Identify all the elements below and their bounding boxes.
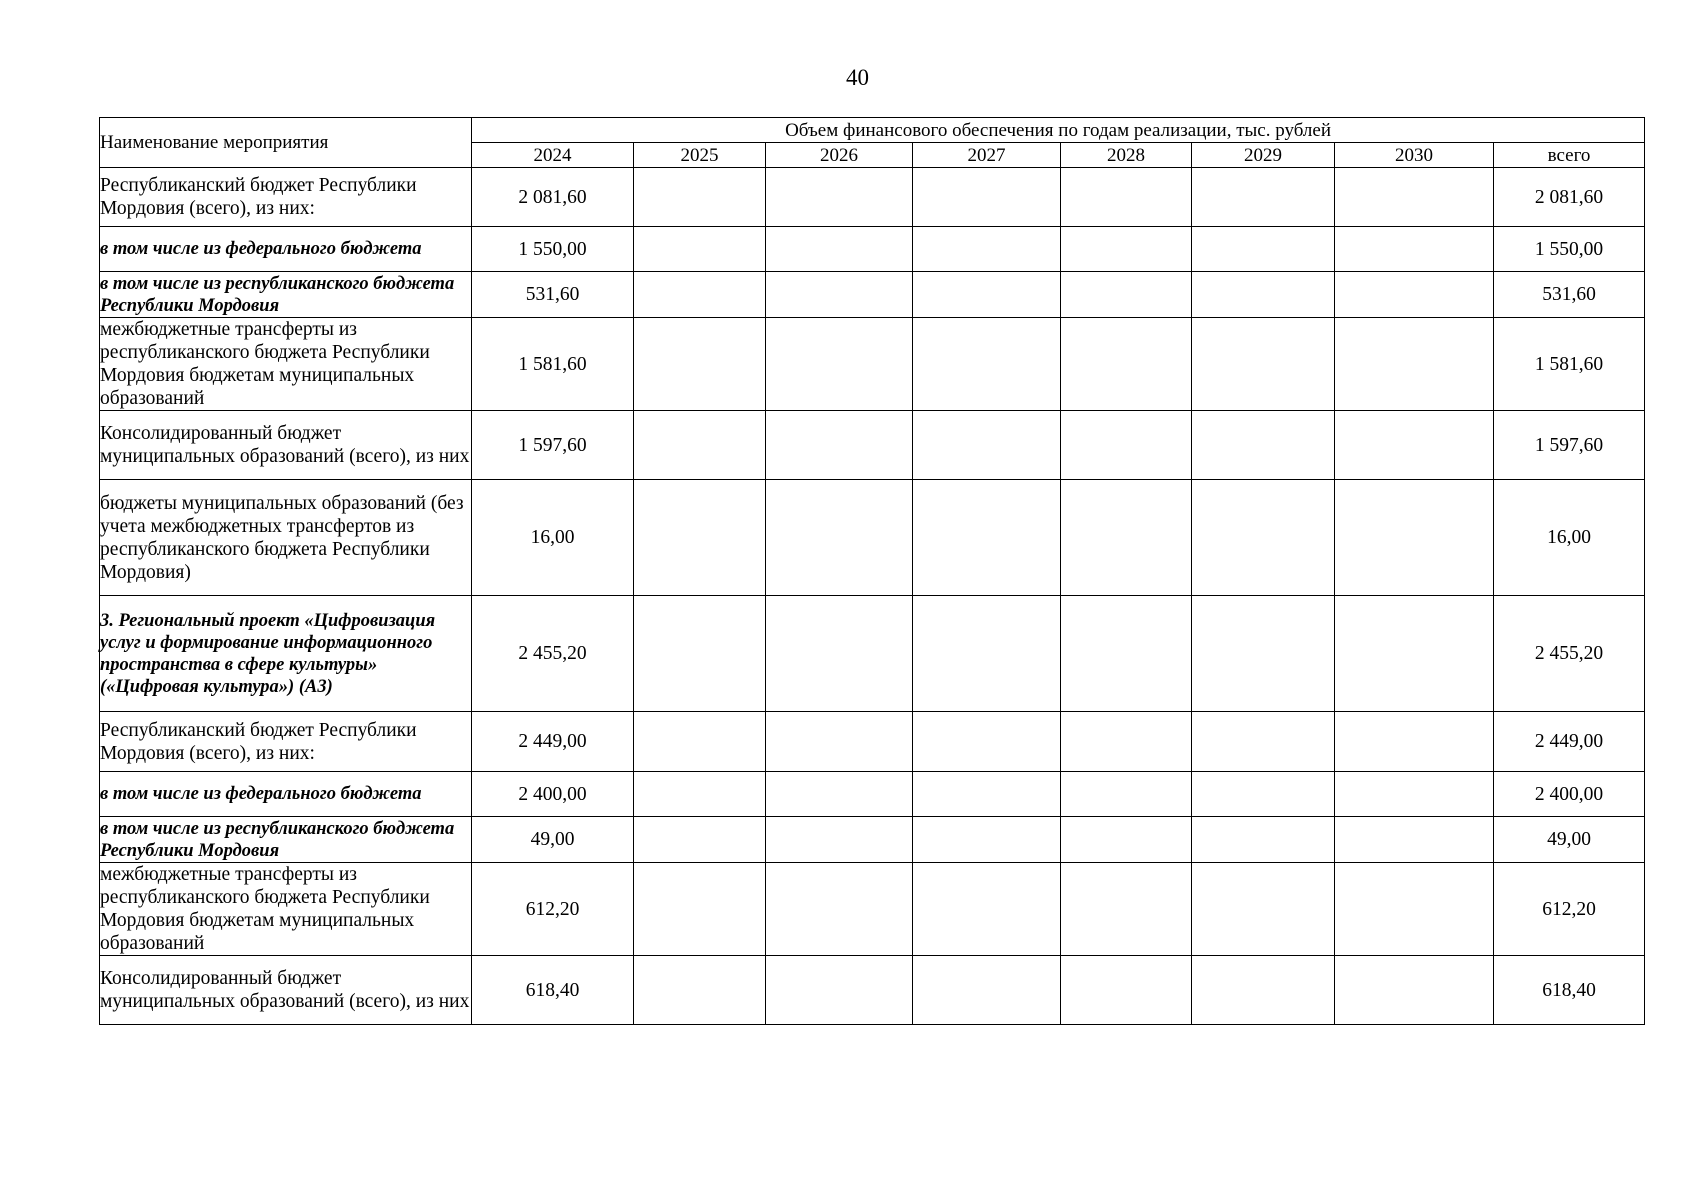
value-cell-2026: [766, 272, 913, 318]
value-cell-2030: [1335, 772, 1494, 817]
year-header-2030: 2030: [1335, 143, 1494, 168]
value-cell-2029: [1192, 227, 1335, 272]
value-cell-2026: [766, 480, 913, 596]
year-header-2024: 2024: [472, 143, 634, 168]
row-name: в том числе из федерального бюджета: [100, 227, 472, 272]
year-header-2029: 2029: [1192, 143, 1335, 168]
value-cell-2028: [1061, 272, 1192, 318]
value-cell-2029: [1192, 956, 1335, 1025]
value-cell-2026: [766, 596, 913, 712]
value-cell-2025: [634, 956, 766, 1025]
value-cell-2027: [913, 272, 1061, 318]
value-cell-2030: [1335, 480, 1494, 596]
value-cell-2030: [1335, 817, 1494, 863]
value-cell-2024: 1 550,00: [472, 227, 634, 272]
total-cell: 618,40: [1494, 956, 1645, 1025]
value-cell-2028: [1061, 168, 1192, 227]
value-cell-2026: [766, 956, 913, 1025]
value-cell-2027: [913, 168, 1061, 227]
value-cell-2024: 2 400,00: [472, 772, 634, 817]
value-cell-2029: [1192, 411, 1335, 480]
value-cell-2030: [1335, 272, 1494, 318]
value-cell-2028: [1061, 480, 1192, 596]
value-cell-2024: 1 597,60: [472, 411, 634, 480]
value-cell-2024: 2 449,00: [472, 712, 634, 772]
value-cell-2024: 612,20: [472, 863, 634, 956]
value-cell-2030: [1335, 596, 1494, 712]
table-row: [100, 956, 1645, 1025]
value-cell-2028: [1061, 411, 1192, 480]
row-name: бюджеты муниципальных образований (без учета межбюджетных трансфертов из республиканского бюджета Республики Мордовия): [100, 480, 472, 596]
value-cell-2026: [766, 411, 913, 480]
value-cell-2028: [1061, 772, 1192, 817]
table-row: [100, 817, 1645, 863]
value-cell-2029: [1192, 772, 1335, 817]
table-row: [100, 411, 1645, 480]
table-row: [100, 596, 1645, 712]
value-cell-2029: [1192, 712, 1335, 772]
total-cell: 1 581,60: [1494, 318, 1645, 411]
table-row: [100, 772, 1645, 817]
activity-name-header: Наименование мероприятия: [100, 118, 472, 168]
row-name: межбюджетные трансферты из республиканского бюджета Республики Мордовия бюджетам муниципальных образований: [100, 318, 472, 411]
value-cell-2025: [634, 272, 766, 318]
value-cell-2027: [913, 817, 1061, 863]
total-cell: 49,00: [1494, 817, 1645, 863]
value-cell-2024: 1 581,60: [472, 318, 634, 411]
value-cell-2024: 531,60: [472, 272, 634, 318]
value-cell-2030: [1335, 318, 1494, 411]
value-cell-2030: [1335, 956, 1494, 1025]
total-cell: 2 455,20: [1494, 596, 1645, 712]
value-cell-2025: [634, 411, 766, 480]
value-cell-2027: [913, 318, 1061, 411]
year-header-2028: 2028: [1061, 143, 1192, 168]
value-cell-2028: [1061, 318, 1192, 411]
total-header: всего: [1494, 143, 1645, 168]
table-row: [100, 272, 1645, 318]
value-cell-2030: [1335, 863, 1494, 956]
value-cell-2029: [1192, 817, 1335, 863]
value-cell-2029: [1192, 480, 1335, 596]
value-cell-2028: [1061, 712, 1192, 772]
value-cell-2030: [1335, 712, 1494, 772]
row-name: Консолидированный бюджет муниципальных образований (всего), из них: [100, 956, 472, 1025]
value-cell-2025: [634, 863, 766, 956]
funding-table: [99, 117, 1645, 1025]
value-cell-2024: 16,00: [472, 480, 634, 596]
row-name: в том числе из федерального бюджета: [100, 772, 472, 817]
value-cell-2027: [913, 863, 1061, 956]
value-cell-2025: [634, 712, 766, 772]
value-cell-2027: [913, 480, 1061, 596]
value-cell-2030: [1335, 411, 1494, 480]
value-cell-2029: [1192, 272, 1335, 318]
value-cell-2028: [1061, 596, 1192, 712]
value-cell-2026: [766, 318, 913, 411]
value-cell-2029: [1192, 168, 1335, 227]
table-row: [100, 168, 1645, 227]
row-name: межбюджетные трансферты из республиканского бюджета Республики Мордовия бюджетам муниципальных образований: [100, 863, 472, 956]
row-name: в том числе из республиканского бюджета Республики Мордовия: [100, 817, 472, 863]
value-cell-2027: [913, 596, 1061, 712]
value-cell-2027: [913, 227, 1061, 272]
value-cell-2028: [1061, 956, 1192, 1025]
value-cell-2029: [1192, 596, 1335, 712]
value-cell-2026: [766, 227, 913, 272]
value-cell-2030: [1335, 227, 1494, 272]
total-cell: 1 550,00: [1494, 227, 1645, 272]
value-cell-2030: [1335, 168, 1494, 227]
value-cell-2025: [634, 227, 766, 272]
table-row: [100, 712, 1645, 772]
row-name: Республиканский бюджет Республики Мордовия (всего), из них:: [100, 168, 472, 227]
value-cell-2026: [766, 712, 913, 772]
year-header-2027: 2027: [913, 143, 1061, 168]
value-cell-2025: [634, 772, 766, 817]
year-header-2026: 2026: [766, 143, 913, 168]
table-body: [100, 168, 1645, 1025]
value-cell-2029: [1192, 863, 1335, 956]
value-cell-2025: [634, 318, 766, 411]
value-cell-2024: 618,40: [472, 956, 634, 1025]
value-cell-2025: [634, 817, 766, 863]
value-cell-2026: [766, 168, 913, 227]
value-cell-2025: [634, 596, 766, 712]
total-cell: 2 081,60: [1494, 168, 1645, 227]
value-cell-2027: [913, 956, 1061, 1025]
total-cell: 612,20: [1494, 863, 1645, 956]
row-name: в том числе из республиканского бюджета Республики Мордовия: [100, 272, 472, 318]
value-cell-2026: [766, 772, 913, 817]
row-name: 3. Региональный проект «Цифровизация услуг и формирование информационного пространства в сфере культуры» («Цифровая культура») (А3): [100, 596, 472, 712]
value-cell-2026: [766, 863, 913, 956]
funding-volume-header: Объем финансового обеспечения по годам реализации, тыс. рублей: [472, 118, 1645, 143]
row-name: Консолидированный бюджет муниципальных образований (всего), из них: [100, 411, 472, 480]
value-cell-2028: [1061, 227, 1192, 272]
value-cell-2026: [766, 817, 913, 863]
year-header-2025: 2025: [634, 143, 766, 168]
value-cell-2027: [913, 712, 1061, 772]
total-cell: 2 400,00: [1494, 772, 1645, 817]
value-cell-2027: [913, 772, 1061, 817]
table-row: [100, 480, 1645, 596]
value-cell-2028: [1061, 817, 1192, 863]
value-cell-2025: [634, 480, 766, 596]
value-cell-2024: 2 455,20: [472, 596, 634, 712]
table-row: [100, 863, 1645, 956]
value-cell-2027: [913, 411, 1061, 480]
value-cell-2028: [1061, 863, 1192, 956]
total-cell: 1 597,60: [1494, 411, 1645, 480]
row-name: Республиканский бюджет Республики Мордовия (всего), из них:: [100, 712, 472, 772]
table-row: [100, 318, 1645, 411]
table-header: [100, 118, 1645, 168]
total-cell: 16,00: [1494, 480, 1645, 596]
value-cell-2029: [1192, 318, 1335, 411]
table-row: [100, 227, 1645, 272]
value-cell-2025: [634, 168, 766, 227]
total-cell: 531,60: [1494, 272, 1645, 318]
value-cell-2024: 2 081,60: [472, 168, 634, 227]
total-cell: 2 449,00: [1494, 712, 1645, 772]
page-number: 40: [846, 65, 869, 90]
value-cell-2024: 49,00: [472, 817, 634, 863]
